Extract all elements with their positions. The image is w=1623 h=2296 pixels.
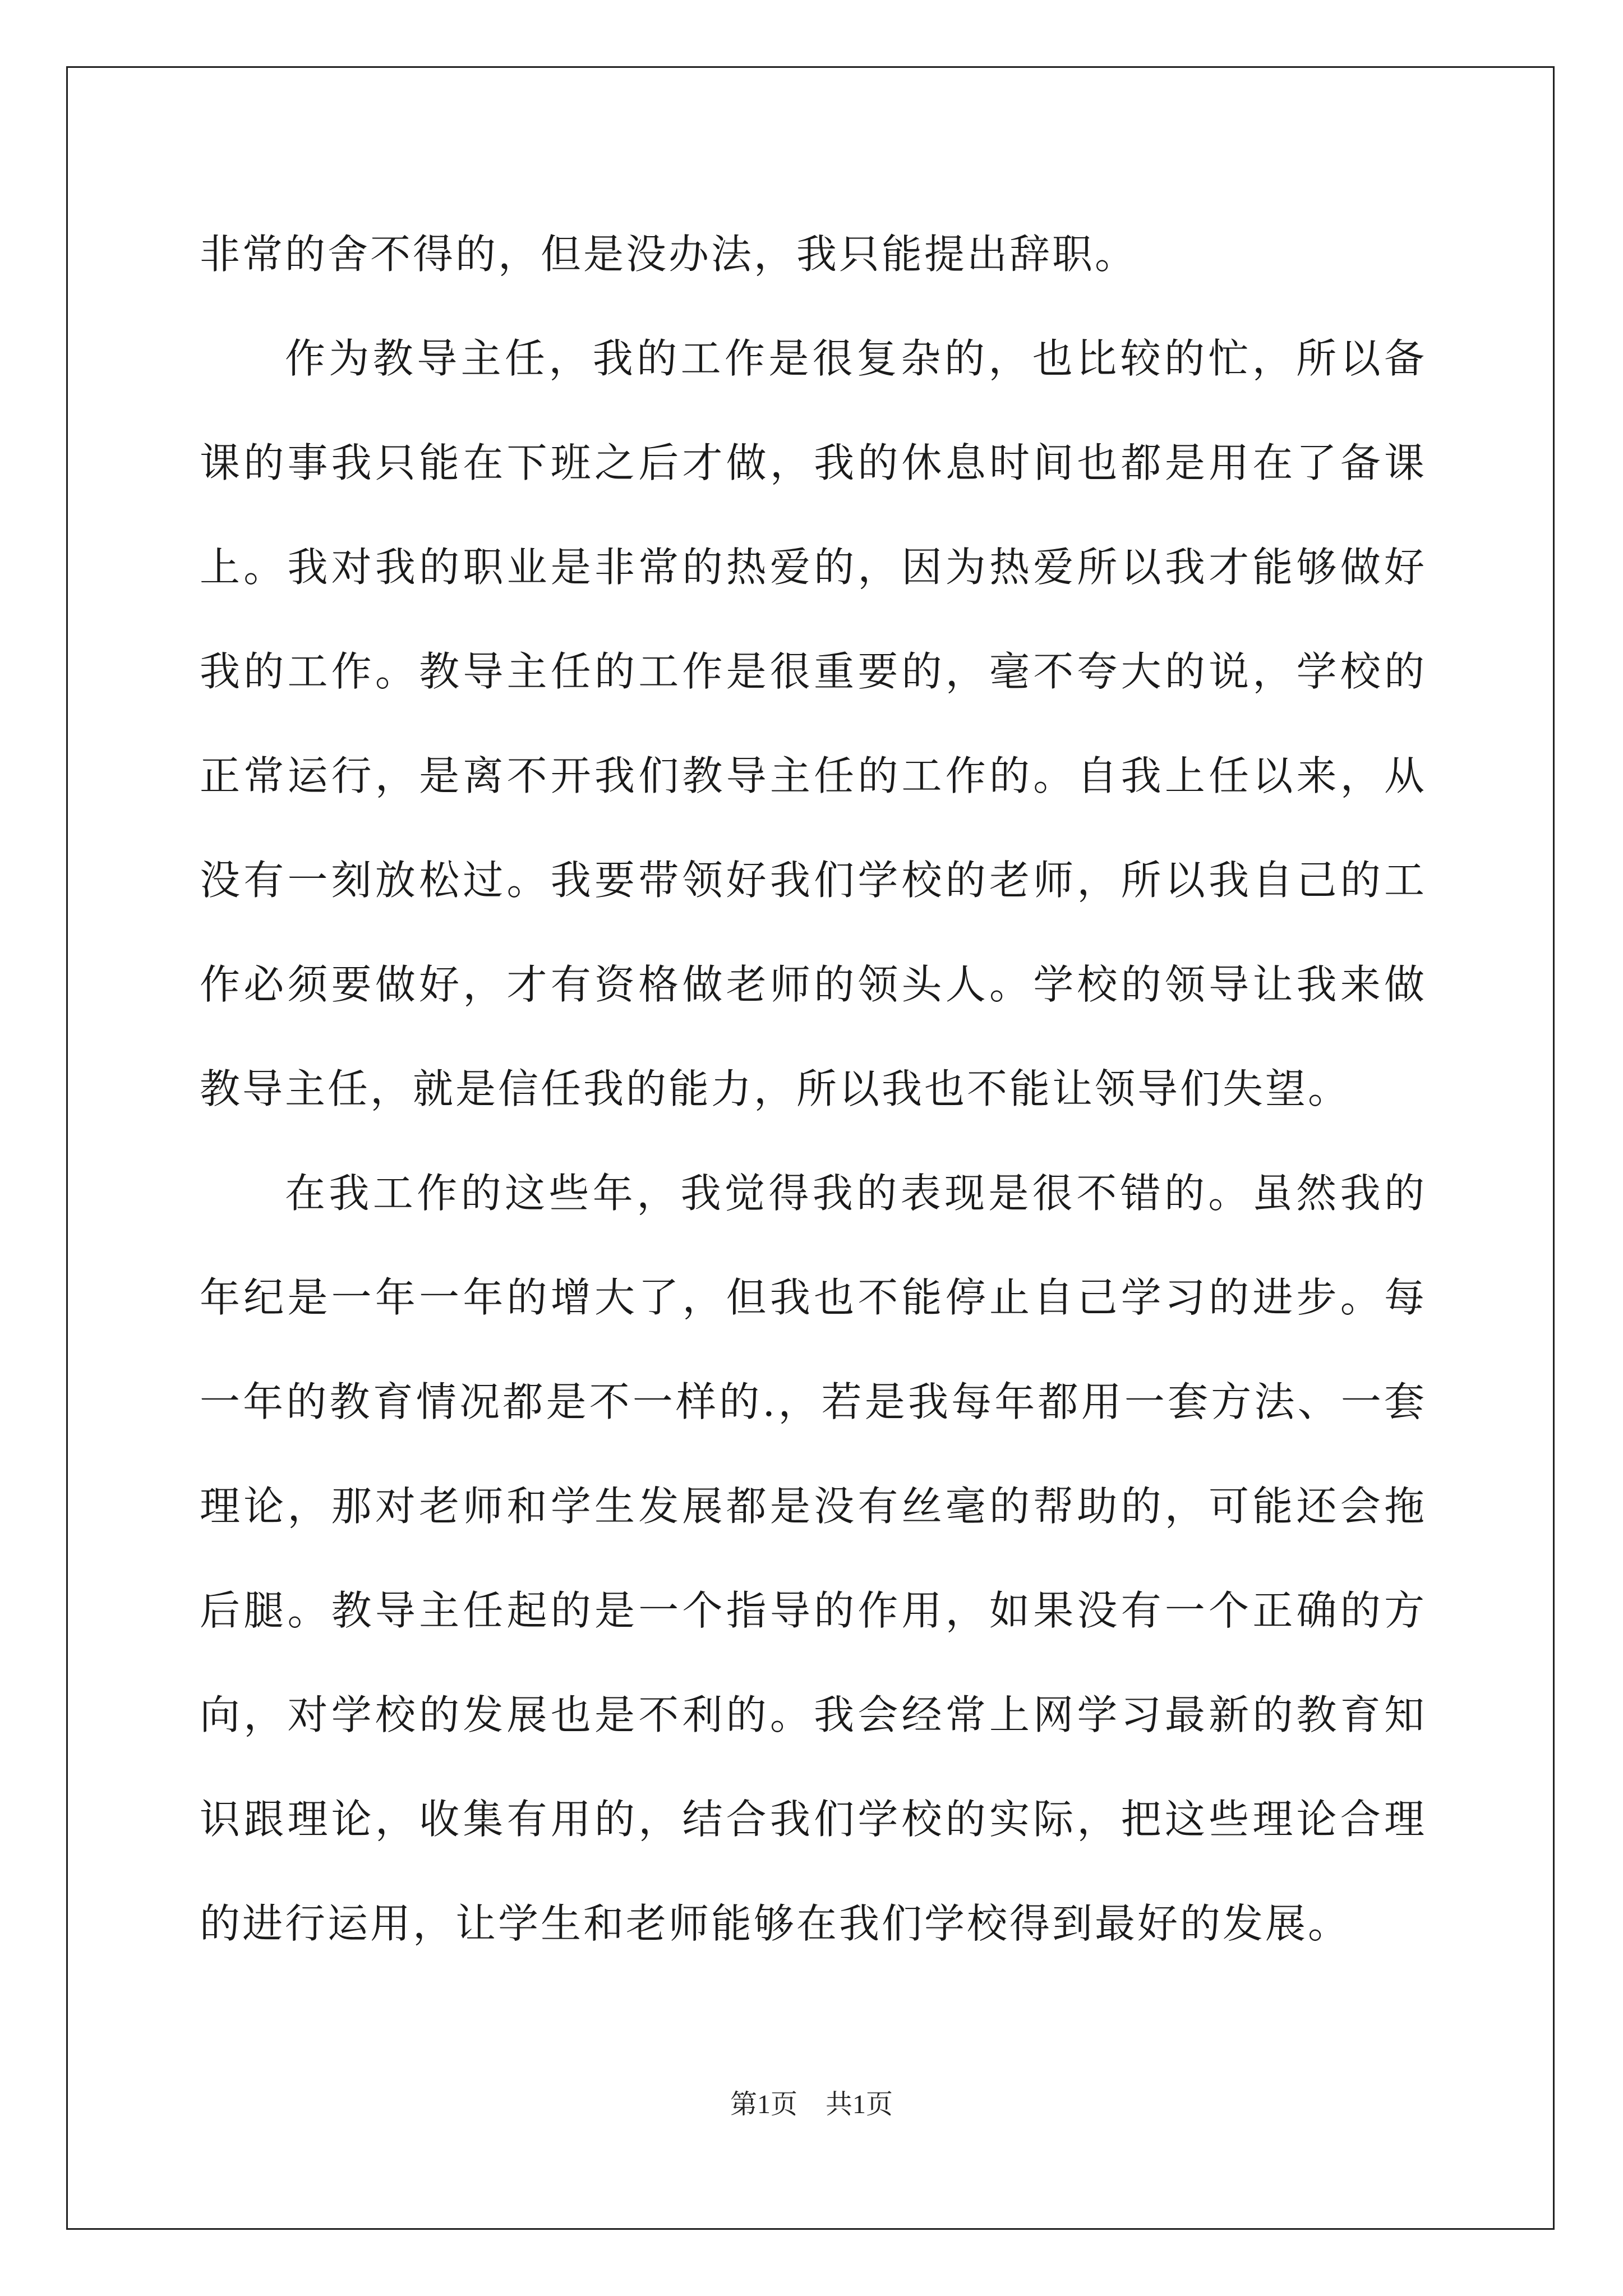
paragraph-continued: 非常的舍不得的，但是没办法，我只能提出辞职。 — [200, 231, 1138, 278]
page-total: 共1页 — [826, 2090, 893, 2119]
paragraph-workload: 作为教导主任，我的工作是很复杂的，也比较的忙，所以备课的事我只能在下班之后才做，我的休息时间也都是用在了备课上。我对我的职业是非常的热爱的，因为热爱所以我才能够做好我的工作。教导主任的工作是很重要的，毫不夸大的说，学校的正常运行，是离不开我们教导主任的工作的。自我上任以来，从没有一刻放松过。我要带领好我们学校的老师，所以我自己的工作必须要做好，才有资格做老师的领头人。学校的领导让我来做教导主任，就是信任我的能力，所以我也不能让领导们失望。 — [200, 335, 1427, 1112]
document-body — [200, 202, 1427, 1976]
page-number: 第1页 — [730, 2090, 797, 2119]
page-footer — [0, 2088, 1623, 2122]
paragraph-performance: 在我工作的这些年，我觉得我的表现是很不错的。虽然我的年纪是一年一年的增大了，但我也不能停止自己学习的进步。每一年的教育情况都是不一样的.，若是我每年都用一套方法、一套理论，那对老师和学生发展都是没有丝毫的帮助的，可能还会拖后腿。教导主任起的是一个指导的作用，如果没有一个正确的方向，对学校的发展也是不利的。我会经常上网学习最新的教育知识跟理论，收集有用的，结合我们学校的实际，把这些理论合理的进行运用，让学生和老师能够在我们学校得到最好的发展。 — [200, 1170, 1427, 1947]
